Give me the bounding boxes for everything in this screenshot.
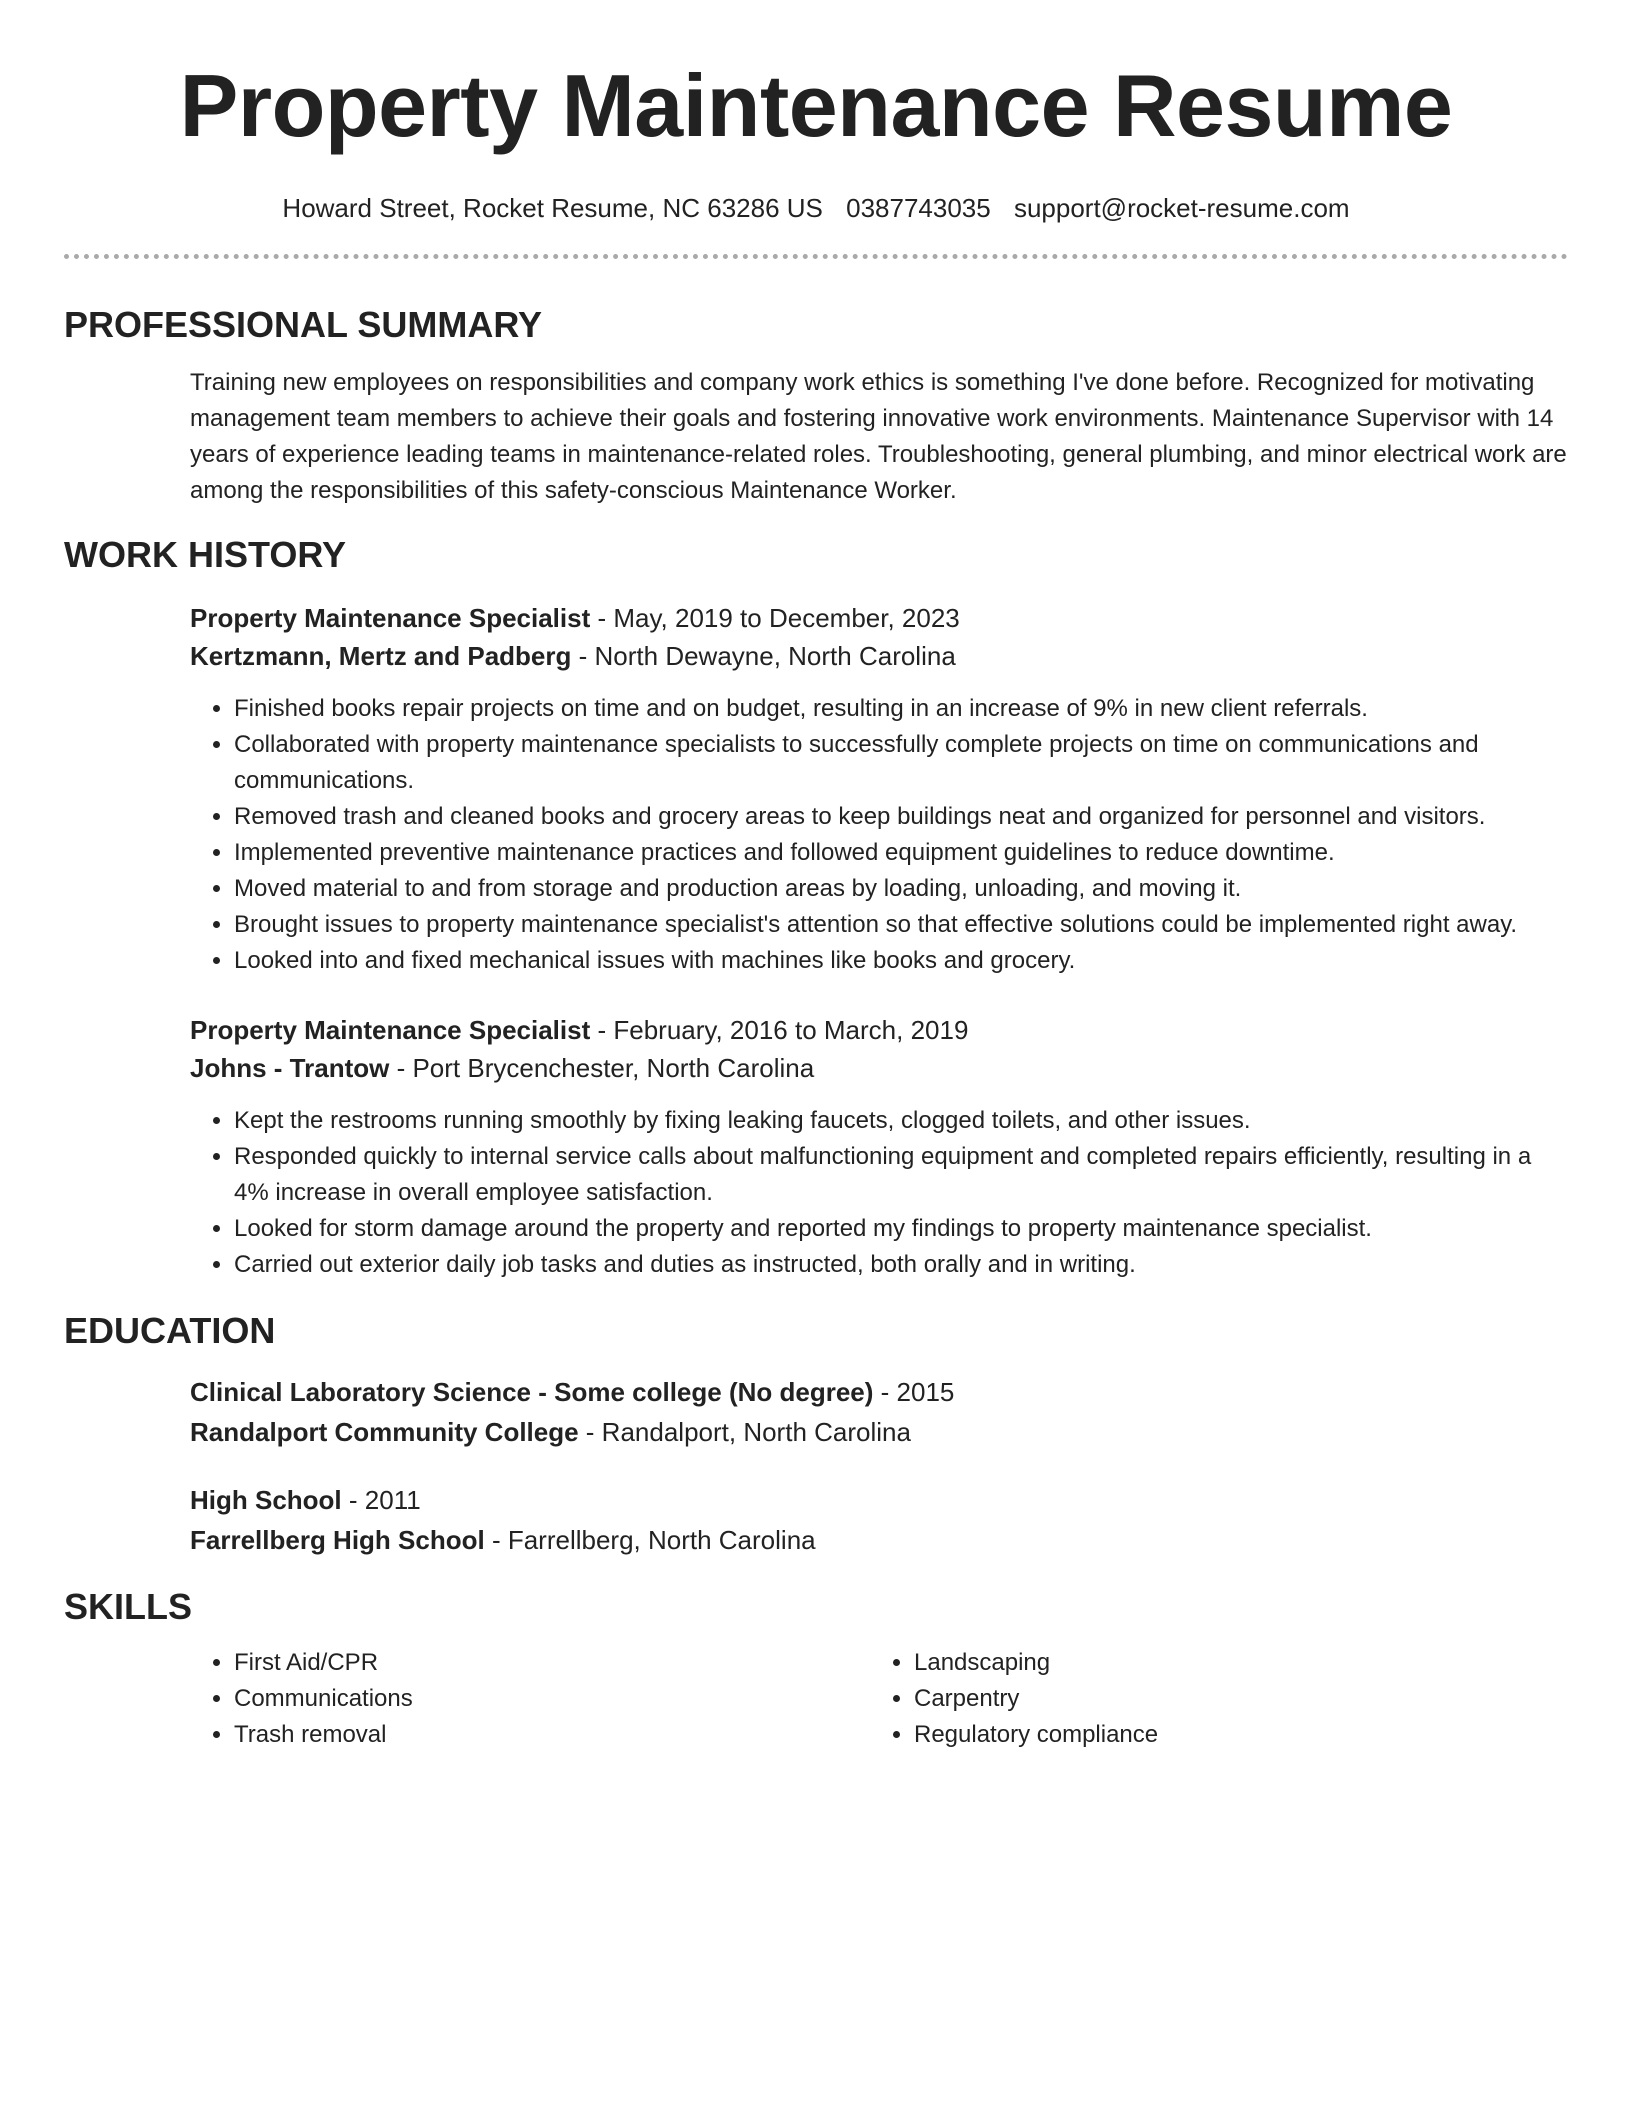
education-degree-line — [190, 1373, 1568, 1411]
work-history-heading: WORK HISTORY — [64, 534, 347, 575]
skills-heading: SKILLS — [64, 1586, 193, 1627]
job-company: Kertzmann, Mertz and Padberg — [190, 641, 572, 671]
skills-section — [64, 1645, 1568, 1753]
header-divider — [64, 254, 1568, 259]
education-year: - 2011 — [341, 1485, 421, 1515]
contact-address: Howard Street, Rocket Resume, NC 63286 US — [282, 193, 823, 223]
education-degree-line — [190, 1481, 1568, 1519]
education-location: - Randalport, North Carolina — [578, 1417, 911, 1447]
job-entry — [64, 599, 1568, 979]
job-title-line — [190, 1011, 1568, 1049]
education-school-line — [190, 1413, 1568, 1451]
education-year: - 2015 — [873, 1377, 955, 1407]
education-school: Randalport Community College — [190, 1417, 579, 1447]
list-item: • Brought issues to property maintenance specialist's attention so that effective solutions could be implemented right away. — [234, 907, 1568, 943]
skills-column-left — [190, 1645, 870, 1753]
page-title: Property Maintenance Resume — [179, 56, 1453, 155]
list-item: • Finished books repair projects on time and on budget, resulting in an increase of 9% in new client referrals. — [234, 691, 1568, 727]
skill-item: • Communications — [234, 1681, 870, 1717]
job-title: Property Maintenance Specialist — [190, 603, 591, 633]
skill-item: • Regulatory compliance — [914, 1717, 1550, 1753]
education-degree: Clinical Laboratory Science - Some college (No degree) — [190, 1377, 874, 1407]
summary-heading: PROFESSIONAL SUMMARY — [64, 304, 543, 345]
summary-section — [64, 365, 1568, 509]
job-location: - Port Brycenchester, North Carolina — [389, 1053, 815, 1083]
list-item: • Carried out exterior daily job tasks and duties as instructed, both orally and in writing. — [234, 1247, 1568, 1283]
job-title-line — [190, 599, 1568, 637]
skills-column-right — [870, 1645, 1550, 1753]
skill-item: • First Aid/CPR — [234, 1645, 870, 1681]
education-location: - Farrellberg, North Carolina — [484, 1525, 816, 1555]
job-bullets — [190, 691, 1568, 979]
education-entry — [64, 1373, 1568, 1451]
contact-phone: 0387743035 — [846, 193, 991, 223]
contact-email: support@rocket-resume.com — [1013, 193, 1350, 223]
skill-item: • Carpentry — [914, 1681, 1550, 1717]
skills-list — [870, 1645, 1550, 1753]
job-dates: - May, 2019 to December, 2023 — [590, 603, 960, 633]
education-entry — [64, 1481, 1568, 1559]
list-item: • Looked into and fixed mechanical issues with machines like books and grocery. — [234, 943, 1568, 979]
contact-line — [64, 192, 1568, 224]
job-location: - North Dewayne, North Carolina — [571, 641, 956, 671]
list-item: • Removed trash and cleaned books and grocery areas to keep buildings neat and organized for personnel and visitors. — [234, 799, 1568, 835]
skills-list — [190, 1645, 870, 1753]
education-school: Farrellberg High School — [190, 1525, 485, 1555]
job-title: Property Maintenance Specialist — [190, 1015, 591, 1045]
education-school-line — [190, 1521, 1568, 1559]
job-company-line — [190, 637, 1568, 675]
job-company: Johns - Trantow — [190, 1053, 390, 1083]
education-degree: High School — [190, 1485, 342, 1515]
education-heading: EDUCATION — [64, 1310, 276, 1351]
skill-item: • Trash removal — [234, 1717, 870, 1753]
list-item: • Collaborated with property maintenance specialists to successfully complete projects on time on communications and communications. — [234, 727, 1568, 799]
job-entry — [64, 1011, 1568, 1283]
list-item: • Responded quickly to internal service calls about malfunctioning equipment and completed repairs efficiently, resulting in a 4% increase in overall employee satisfaction. — [234, 1139, 1568, 1211]
job-dates: - February, 2016 to March, 2019 — [590, 1015, 969, 1045]
list-item: • Moved material to and from storage and production areas by loading, unloading, and moving it. — [234, 871, 1568, 907]
list-item: • Looked for storm damage around the property and reported my findings to property maintenance specialist. — [234, 1211, 1568, 1247]
skills-grid — [190, 1645, 1568, 1753]
job-bullets — [190, 1103, 1568, 1283]
job-company-line — [190, 1049, 1568, 1087]
summary-text: Training new employees on responsibilities and company work ethics is something I've done before. Recognized for motivating management team members to achieve their goals and fostering innovative work environments. Maintenance Supervisor with 14 years of experience leading teams in maintenance-related roles. Troubleshooting, general plumbing, and minor electrical work are among the responsibilities of this safety-conscious Maintenance Worker. — [190, 369, 1567, 504]
list-item: • Kept the restrooms running smoothly by fixing leaking faucets, clogged toilets, and other issues. — [234, 1103, 1568, 1139]
list-item: • Implemented preventive maintenance practices and followed equipment guidelines to reduce downtime. — [234, 835, 1568, 871]
skill-item: • Landscaping — [914, 1645, 1550, 1681]
